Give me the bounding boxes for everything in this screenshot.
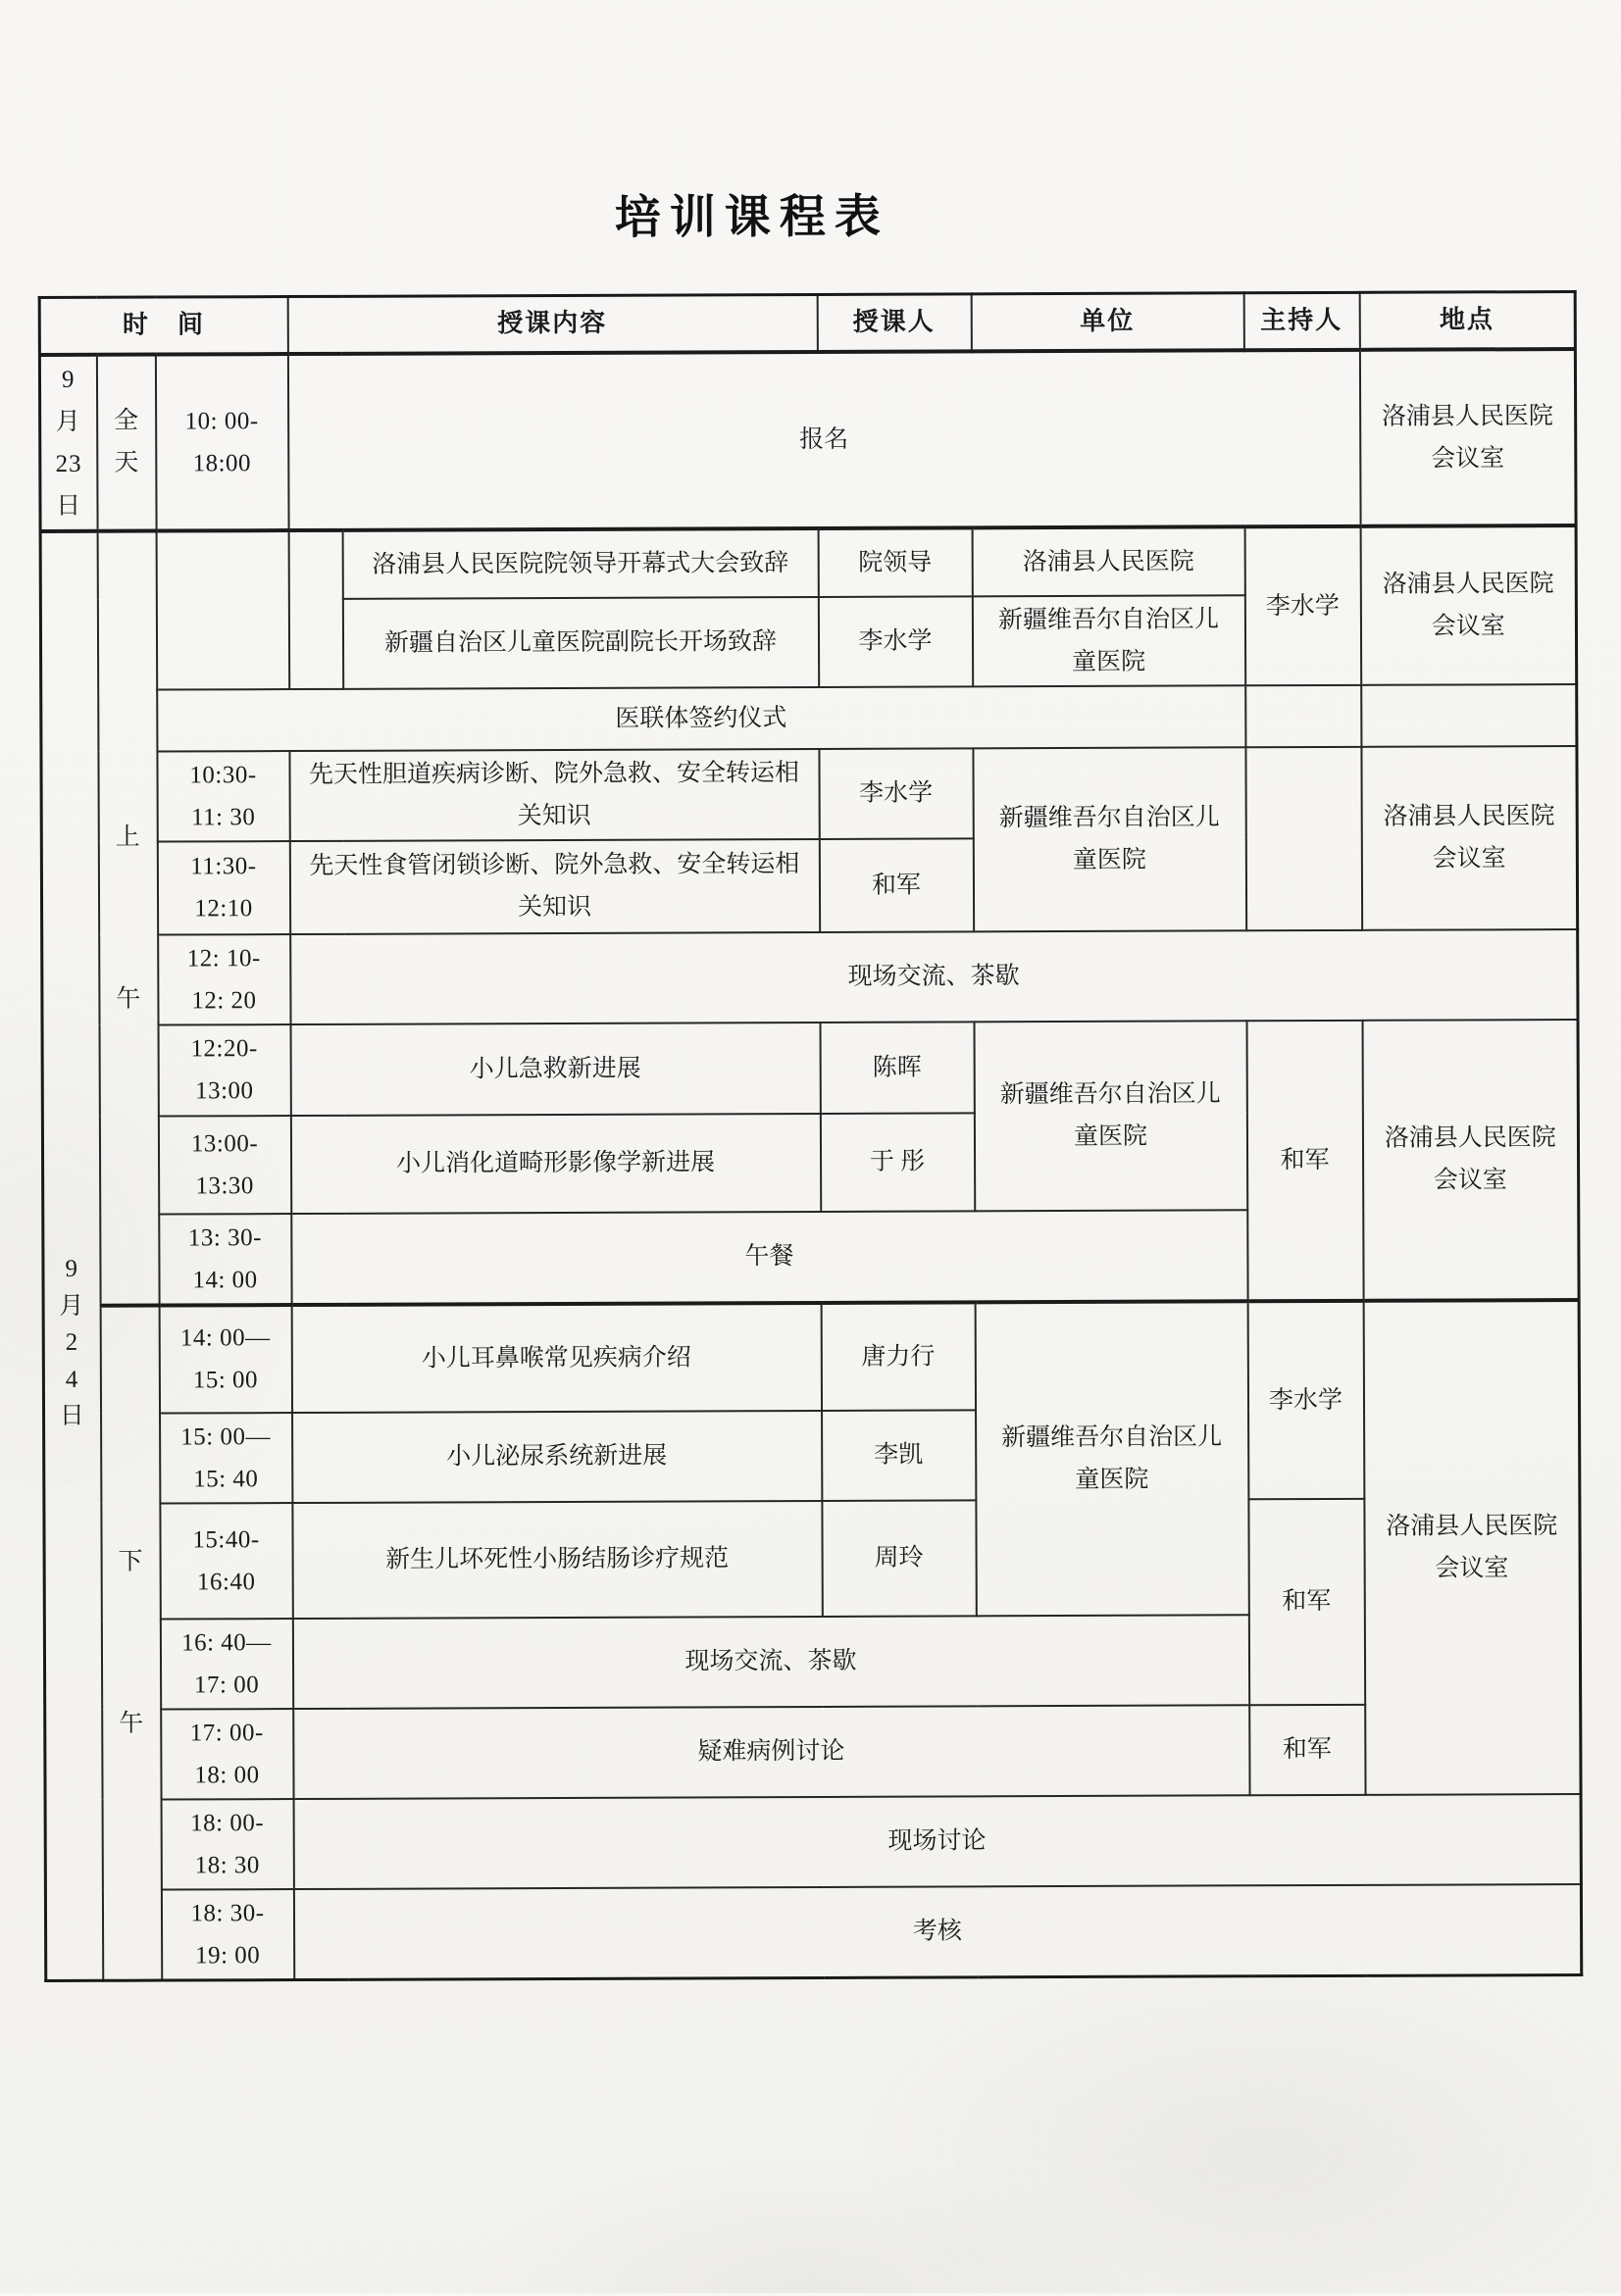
time-lecture5: 14: 00— 15: 00 bbox=[159, 1305, 291, 1414]
time-registration: 10: 00- 18:00 bbox=[155, 354, 288, 531]
time-lecture6: 15: 00— 15: 40 bbox=[160, 1413, 292, 1504]
content-lecture1: 先天性胆道疾病诊断、院外急救、安全转运相 关知识 bbox=[289, 748, 819, 840]
header-time: 时 间 bbox=[39, 297, 287, 355]
row-lecture3 bbox=[42, 1019, 1578, 1116]
time-lecture7: 15:40- 16:40 bbox=[160, 1503, 292, 1620]
header-row bbox=[39, 291, 1575, 354]
content-lecture2: 先天性食管闭锁诊断、院外急救、安全转运相 关知识 bbox=[289, 838, 819, 933]
unit-afternoon: 新疆维吾尔自治区儿 童医院 bbox=[975, 1301, 1248, 1616]
content-discussion2: 现场讨论 bbox=[293, 1793, 1581, 1888]
header-content: 授课内容 bbox=[287, 294, 817, 353]
lecturer-lecture5: 唐力行 bbox=[821, 1302, 975, 1411]
row-discussion2 bbox=[45, 1793, 1581, 1889]
location-lecture1: 洛浦县人民医院 会议室 bbox=[1361, 745, 1578, 929]
lecturer-lecture7: 周玲 bbox=[822, 1500, 976, 1617]
time-lecture3: 12:20- 13:00 bbox=[158, 1024, 290, 1117]
content-lecture3: 小儿急救新进展 bbox=[290, 1022, 820, 1115]
header-lecturer: 授课人 bbox=[817, 294, 971, 352]
content-lecture6: 小儿泌尿系统新进展 bbox=[292, 1410, 822, 1502]
header-unit: 单位 bbox=[971, 293, 1243, 351]
empty-location-cell bbox=[1361, 683, 1577, 746]
location-registration: 洛浦县人民医院 会议室 bbox=[1359, 348, 1576, 525]
time-lunch: 13: 30- 14: 00 bbox=[159, 1214, 291, 1306]
empty-host-cell bbox=[1245, 746, 1362, 929]
row-discussion1 bbox=[45, 1703, 1581, 1799]
content-signing: 医联体签约仪式 bbox=[157, 685, 1245, 751]
time-discussion2: 18: 00- 18: 30 bbox=[161, 1799, 293, 1890]
lecturer-opening1: 院领导 bbox=[818, 527, 972, 597]
row-signing bbox=[41, 683, 1577, 751]
content-break1: 现场交流、茶歇 bbox=[290, 928, 1578, 1023]
lecturer-lecture1: 李水学 bbox=[819, 748, 973, 839]
unit-lecture3: 新疆维吾尔自治区儿 童医院 bbox=[974, 1021, 1247, 1211]
content-opening2: 新疆自治区儿童医院副院长开场致辞 bbox=[342, 596, 818, 688]
period-allday: 全 天 bbox=[96, 354, 156, 530]
location-afternoon: 洛浦县人民医院 会议室 bbox=[1363, 1299, 1581, 1794]
time-break1: 12: 10- 12: 20 bbox=[158, 934, 290, 1025]
host-midday: 和军 bbox=[1246, 1020, 1363, 1300]
content-break2: 现场交流、茶歇 bbox=[292, 1615, 1248, 1709]
empty-time-cell bbox=[156, 530, 289, 690]
spacer-cell bbox=[288, 529, 343, 688]
content-opening1: 洛浦县人民医院院领导开幕式大会致辞 bbox=[342, 527, 818, 598]
period-morning: 上 午 bbox=[97, 530, 159, 1305]
lecturer-lecture4: 于 彤 bbox=[820, 1113, 974, 1212]
content-lecture4: 小儿消化道畸形影像学新进展 bbox=[290, 1113, 820, 1213]
header-location: 地点 bbox=[1359, 291, 1575, 349]
location-midday: 洛浦县人民医院 会议室 bbox=[1362, 1019, 1579, 1300]
time-break2: 16: 40— 17: 00 bbox=[160, 1619, 292, 1710]
unit-opening2: 新疆维吾尔自治区儿 童医院 bbox=[972, 595, 1244, 686]
date-sep24: 9 月 2 4 日 bbox=[40, 530, 103, 1980]
location-opening: 洛浦县人民医院 会议室 bbox=[1360, 524, 1577, 684]
content-lunch: 午餐 bbox=[291, 1210, 1247, 1305]
activity-registration: 报名 bbox=[287, 349, 1360, 529]
host-afternoon2: 和军 bbox=[1248, 1498, 1365, 1704]
time-discussion1: 17: 00- 18: 00 bbox=[161, 1709, 293, 1800]
period-afternoon: 下 午 bbox=[100, 1305, 162, 1980]
header-host: 主持人 bbox=[1243, 292, 1359, 349]
time-lecture1: 10:30- 11: 30 bbox=[157, 751, 289, 842]
content-assessment: 考核 bbox=[293, 1883, 1581, 1979]
host-afternoon1: 李水学 bbox=[1247, 1300, 1364, 1498]
content-lecture7: 新生儿坏死性小肠结肠诊疗规范 bbox=[292, 1500, 822, 1618]
lecturer-opening2: 李水学 bbox=[818, 596, 972, 687]
row-opening1 bbox=[40, 524, 1576, 599]
row-assessment bbox=[45, 1883, 1581, 1980]
row-lecture5 bbox=[43, 1299, 1579, 1413]
page-title: 培训课程表 bbox=[614, 191, 889, 244]
lecturer-lecture2: 和军 bbox=[819, 838, 973, 932]
time-lecture2: 11:30- 12:10 bbox=[157, 841, 289, 935]
content-lecture5: 小儿耳鼻喉常见疾病介绍 bbox=[291, 1302, 821, 1412]
unit-lecture1: 新疆维吾尔自治区儿 童医院 bbox=[973, 747, 1246, 931]
host-discussion1: 和军 bbox=[1249, 1704, 1365, 1794]
time-lecture4: 13:00- 13:30 bbox=[158, 1116, 290, 1215]
row-lecture7 bbox=[44, 1497, 1580, 1619]
host-opening: 李水学 bbox=[1244, 525, 1361, 684]
date-sep23: 9 月 23 日 bbox=[39, 354, 97, 530]
time-assessment: 18: 30- 19: 00 bbox=[161, 1889, 293, 1980]
lecturer-lecture3: 陈晖 bbox=[820, 1022, 974, 1114]
content-discussion1: 疑难病例讨论 bbox=[293, 1705, 1249, 1799]
empty-host-cell bbox=[1245, 684, 1361, 746]
row-lecture1 bbox=[41, 745, 1577, 841]
row-break1 bbox=[42, 928, 1578, 1024]
course-schedule-table bbox=[38, 290, 1584, 1982]
lecturer-lecture6: 李凯 bbox=[822, 1410, 976, 1501]
row-registration bbox=[39, 348, 1576, 530]
unit-opening1: 洛浦县人民医院 bbox=[972, 526, 1244, 596]
